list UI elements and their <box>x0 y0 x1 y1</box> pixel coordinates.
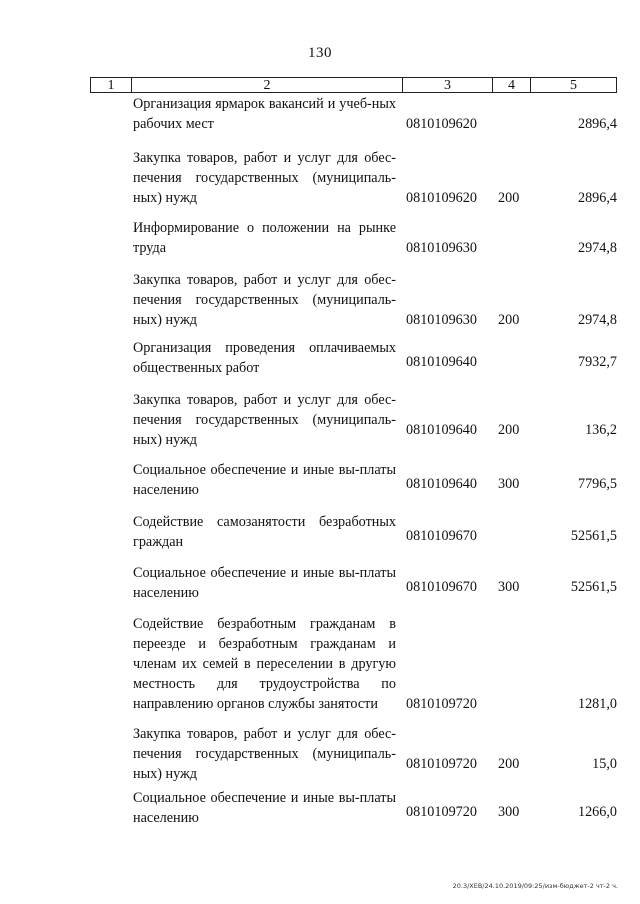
row-description: Закупка товаров, работ и услуг для обес-печения государственных (муниципаль-ных) нужд <box>133 150 396 206</box>
row-code: 0810109720 <box>406 696 477 712</box>
row-description: Содействие самозанятости безработных граждан <box>133 514 396 550</box>
row-code: 0810109670 <box>406 528 477 544</box>
row-amount: 7796,5 <box>577 476 617 492</box>
row-code: 0810109620 <box>406 116 477 132</box>
row-expense-type: 200 <box>498 422 520 438</box>
row-expense-type: 300 <box>498 476 520 492</box>
row-code: 0810109720 <box>406 804 477 820</box>
row-code: 0810109620 <box>406 190 477 206</box>
row-expense-type: 300 <box>498 804 520 820</box>
row-code: 0810109630 <box>406 312 477 328</box>
page-number: 130 <box>308 45 332 61</box>
row-amount: 52561,5 <box>570 579 617 595</box>
row-amount: 1266,0 <box>577 804 617 820</box>
row-code: 0810109640 <box>406 422 477 438</box>
row-description: Организация ярмарок вакансий и учеб-ных рабочих мест <box>133 96 396 132</box>
row-amount: 136,2 <box>585 422 617 438</box>
row-expense-type: 200 <box>498 756 520 772</box>
row-amount: 2896,4 <box>577 116 617 132</box>
row-amount: 2974,8 <box>577 312 617 328</box>
row-amount: 2974,8 <box>577 240 617 256</box>
row-code: 0810109630 <box>406 240 477 256</box>
row-code: 0810109670 <box>406 579 477 595</box>
row-description: Социальное обеспечение и иные вы-платы населению <box>133 462 396 498</box>
row-amount: 2896,4 <box>577 190 617 206</box>
row-description: Содействие безработным гражданам в переезде и безработным гражданам и членам их семей в переселении в другую местность для трудоустройства по направлению органов службы занятости <box>133 616 396 712</box>
row-amount: 52561,5 <box>570 528 617 544</box>
row-code: 0810109720 <box>406 756 477 772</box>
header-col-5: 5 <box>570 78 577 93</box>
row-description: Организация проведения оплачиваемых общественных работ <box>133 340 396 376</box>
row-expense-type: 300 <box>498 579 520 595</box>
row-code: 0810109640 <box>406 354 477 370</box>
row-amount: 1281,0 <box>577 696 617 712</box>
row-expense-type: 200 <box>498 190 520 206</box>
header-col-2: 2 <box>132 78 403 92</box>
table-header <box>90 77 617 93</box>
row-description: Социальное обеспечение и иные вы-платы населению <box>133 565 396 601</box>
header-col-1: 1 <box>91 78 132 92</box>
header-col-3: 3 <box>403 78 493 92</box>
row-amount: 15,0 <box>592 756 617 772</box>
row-description: Закупка товаров, работ и услуг для обес-печения государственных (муниципаль-ных) нужд <box>133 392 396 448</box>
footer-doc-id: 20.3/ХЕВ/24.10.2019/09:25/изм-бюджет-2 чт-2 ч. <box>452 882 618 890</box>
row-expense-type: 200 <box>498 312 520 328</box>
row-amount: 7932,7 <box>577 354 617 370</box>
row-description: Закупка товаров, работ и услуг для обес-печения государственных (муниципаль-ных) нужд <box>133 272 396 328</box>
row-code: 0810109640 <box>406 476 477 492</box>
header-col-4: 4 <box>493 78 531 92</box>
row-description: Социальное обеспечение и иные вы-платы населению <box>133 790 396 826</box>
row-description: Информирование о положении на рынке труда <box>133 220 396 256</box>
row-description: Закупка товаров, работ и услуг для обес-печения государственных (муниципаль-ных) нужд <box>133 726 396 782</box>
